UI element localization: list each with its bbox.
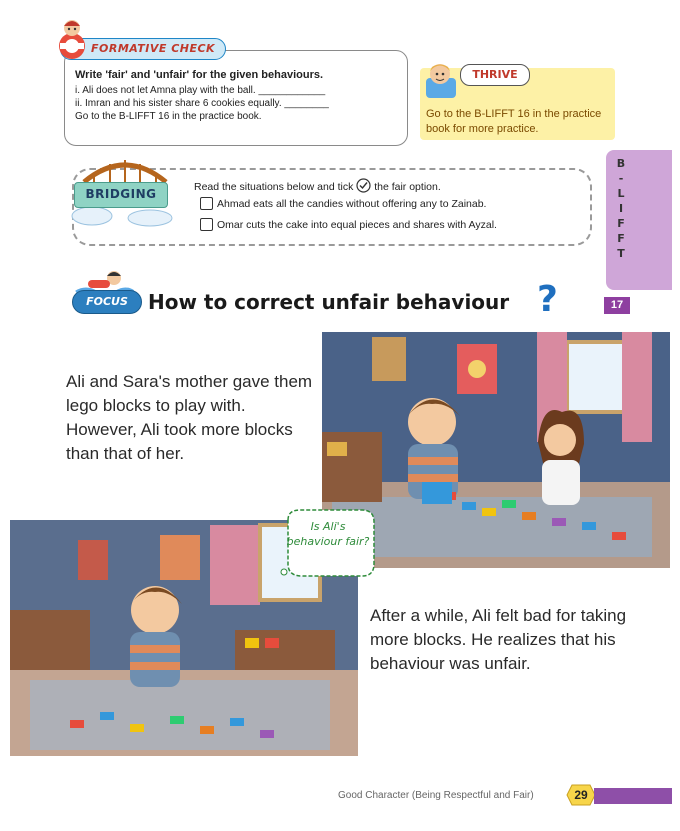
bridging-option-2[interactable]: Omar cuts the cake into equal pieces and shares with Ayzal.: [200, 218, 497, 231]
story-paragraph-1: Ali and Sara's mother gave them lego blocks to play with. However, Ali took more blocks than that of her.: [66, 372, 313, 463]
bridging-tag: BRIDGING: [74, 182, 168, 208]
formative-check-tag: FORMATIVE CHECK: [60, 38, 226, 60]
option-checkbox[interactable]: [200, 197, 213, 210]
lifebuoy-mascot-icon: [54, 14, 90, 62]
formative-check-footer: Go to the B-LIFFT 16 in the practice book.: [75, 111, 262, 122]
speech-bubble-text: Is Ali's behaviour fair?: [286, 520, 370, 548]
thrive-tag: THRIVE: [460, 64, 530, 86]
story-paragraph-2: After a while, Ali felt bad for taking more blocks. He realizes that his behaviour was unfair.: [370, 606, 627, 673]
chapter-footer: Good Character (Being Respectful and Fair): [338, 790, 534, 801]
page-title: How to correct unfair behaviour: [148, 290, 510, 314]
bridging-option-1[interactable]: Ahmad eats all the candies without offering any to Zainab.: [200, 197, 486, 210]
option-checkbox[interactable]: [200, 218, 213, 231]
thrive-text: Go to the B-LIFFT 16 in the practice book for more practice.: [426, 108, 602, 135]
bridging-intro: Read the situations below and tick the fair option.: [194, 178, 441, 193]
focus-tag: FOCUS: [72, 290, 142, 314]
page-number: 29: [574, 788, 588, 802]
formative-check-item-2: ii. Imran and his sister share 6 cookies equally. ________: [75, 98, 329, 109]
b-lifft-letters: B - L I F F T: [616, 157, 626, 260]
boy-mascot-icon: [418, 58, 466, 104]
question-mark-icon: ?: [537, 279, 558, 320]
formative-check-box: [64, 50, 408, 146]
formative-check-heading: Write 'fair' and 'unfair' for the given behaviours.: [75, 69, 324, 81]
tick-circle-icon: [356, 178, 371, 193]
b-lifft-number: 17: [604, 297, 630, 314]
formative-check-item-1: i. Ali does not let Amna play with the ball. ____________: [75, 85, 326, 96]
footer-accent-bar: [594, 788, 672, 804]
